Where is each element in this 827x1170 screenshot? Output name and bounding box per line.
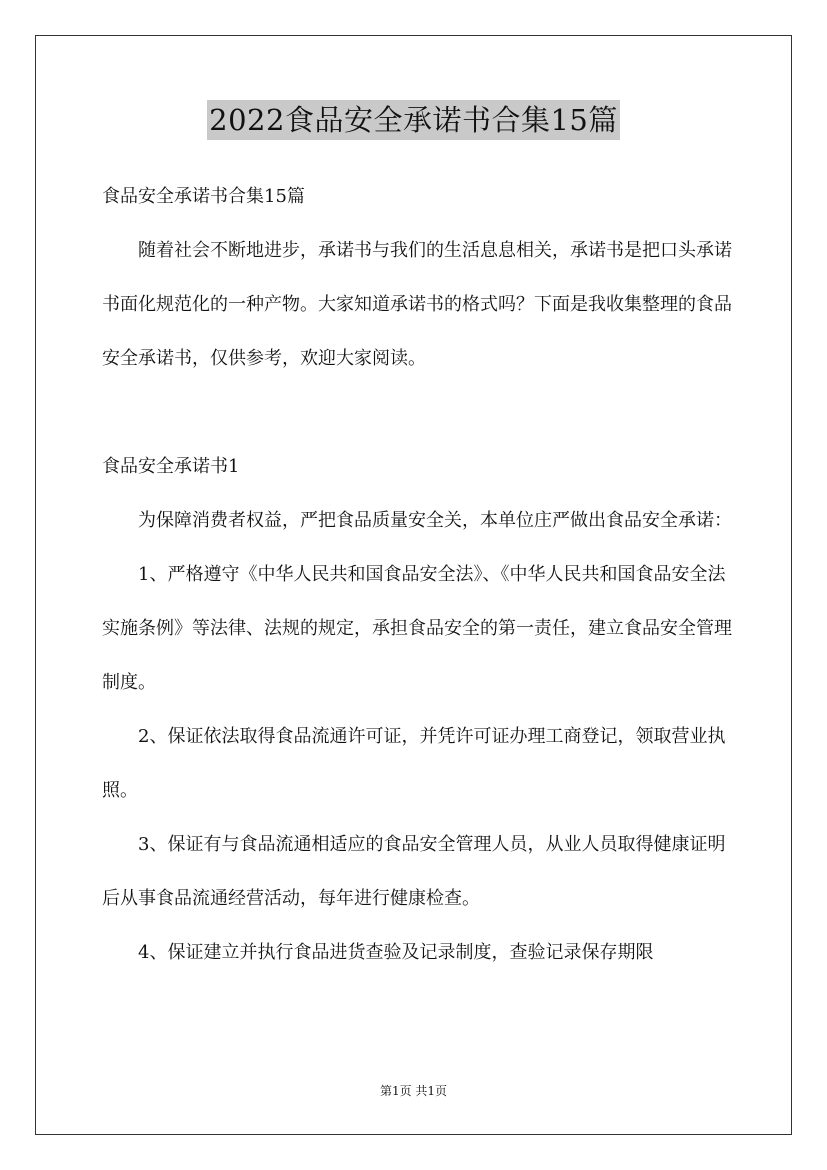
commitment-item-4: 4、保证建立并执行食品进货查验及记录制度，查验记录保存期限 <box>138 942 654 963</box>
document-title: 2022食品安全承诺书合集15篇 <box>207 100 620 140</box>
section-intro-paragraph: 为保障消费者权益，严把食品质量安全关，本单位庄严做出食品安全承诺： <box>138 510 732 531</box>
document-body <box>102 170 742 980</box>
page-footer <box>0 1083 827 1099</box>
commitment-item-3: 3、保证有与食品流通相适应的食品安全管理人员，从业人员取得健康证明后从事食品流通经营活动，每年进行健康检查。 <box>102 834 726 909</box>
page-number: 第1页 共1页 <box>379 1084 448 1098</box>
title-wrap <box>0 100 827 140</box>
intro-paragraph: 随着社会不断地进步，承诺书与我们的生活息息相关，承诺书是把口头承诺书面化规范化的一种产物。大家知道承诺书的格式吗？下面是我收集整理的食品安全承诺书，仅供参考，欢迎大家阅读。 <box>102 240 732 369</box>
paragraph-gap <box>102 386 742 440</box>
document-subtitle: 食品安全承诺书合集15篇 <box>102 186 305 207</box>
commitment-item-1: 1、严格遵守《中华人民共和国食品安全法》、《中华人民共和国食品安全法实施条例》等法律、法规的规定，承担食品安全的第一责任，建立食品安全管理制度。 <box>102 564 732 693</box>
commitment-item-2: 2、保证依法取得食品流通许可证，并凭许可证办理工商登记，领取营业执照。 <box>102 726 726 801</box>
section-heading: 食品安全承诺书1 <box>102 456 240 477</box>
